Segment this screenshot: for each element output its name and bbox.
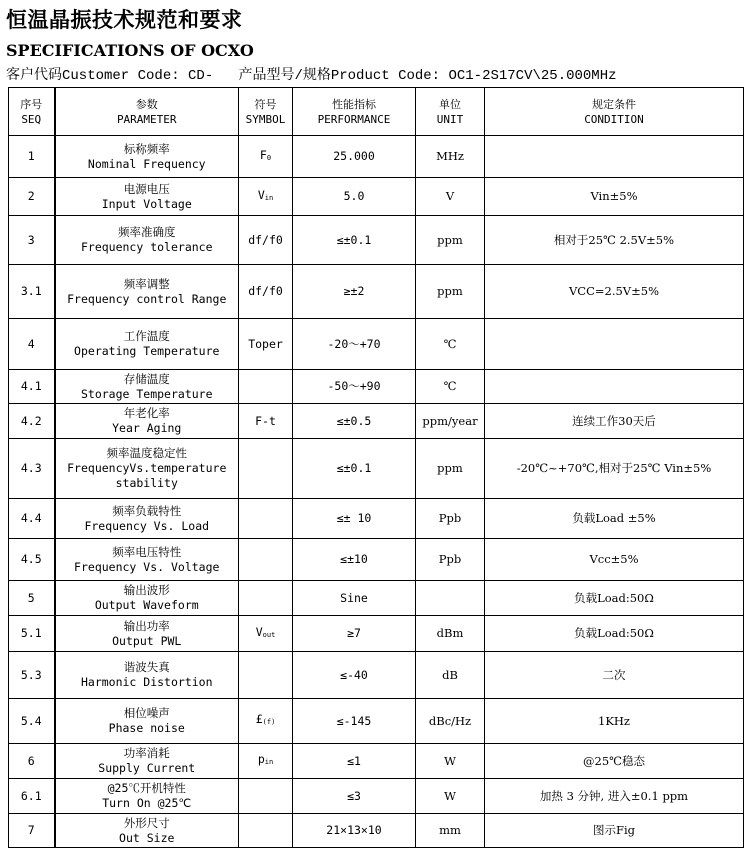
cell-parameter (55, 265, 239, 319)
cell-seq: 6 (9, 744, 55, 779)
spec-table (8, 87, 744, 848)
code-line (6, 64, 617, 84)
document-title-en: SPECIFICATIONS OF OCXO (6, 41, 254, 60)
parameter-en: Frequency control Range (67, 291, 227, 306)
cell-performance: -20～+70 (293, 319, 416, 370)
parameter-en: Input Voltage (101, 196, 192, 211)
header-performance: 性能指标 PERFORMANCE (293, 88, 416, 136)
parameter-en: Supply Current (98, 761, 196, 775)
parameter-en: FrequencyVs.temperature stability (67, 461, 227, 490)
cell-symbol (239, 404, 293, 439)
cell-unit: Ppb (416, 499, 485, 539)
symbol-main: F-t (255, 413, 276, 428)
cell-parameter (55, 370, 239, 404)
cell-parameter (55, 581, 239, 616)
cell-symbol (239, 178, 293, 216)
symbol-subscript: out (262, 630, 276, 639)
table-row (9, 178, 744, 216)
cell-parameter (55, 779, 239, 814)
table-row (9, 652, 744, 699)
symbol-subscript: (f) (262, 718, 276, 726)
cell-parameter (55, 319, 239, 370)
cell-performance: ≤±0.1 (293, 216, 416, 265)
symbol-main: F (259, 147, 267, 162)
cell-condition: 负载Load:50Ω (485, 616, 744, 652)
cell-symbol (239, 814, 293, 848)
cell-condition: 加热 3 分钟, 进入±0.1 ppm (485, 779, 744, 814)
table-row (9, 136, 744, 178)
symbol-main: V (255, 624, 263, 639)
parameter-cn: 功率消耗 (123, 746, 170, 760)
customer-code: 客户代码Customer Code: CD- (6, 68, 214, 84)
parameter-en: Harmonic Distortion (80, 675, 213, 689)
parameter-en: Output PWL (112, 633, 182, 648)
parameter-cn: 频率负载特性 (112, 503, 182, 518)
cell-parameter (55, 178, 239, 216)
header-parameter: 参数 PARAMETER (55, 88, 239, 136)
cell-condition: 负载Load:50Ω (485, 581, 744, 616)
cell-unit: V (416, 178, 485, 216)
cell-parameter (55, 439, 239, 499)
cell-performance: ≤± 10 (293, 499, 416, 539)
parameter-cn: @25℃开机特性 (107, 781, 186, 795)
cell-performance: ≤3 (293, 779, 416, 814)
cell-seq: 6.1 (9, 779, 55, 814)
cell-unit: ℃ (416, 319, 485, 370)
cell-parameter (55, 616, 239, 652)
symbol-subscript: in (264, 193, 274, 202)
cell-unit: dBc/Hz (416, 699, 485, 744)
parameter-en: Frequency Vs. Voltage (74, 559, 220, 574)
cell-condition: 1KHz (485, 699, 744, 744)
table-row (9, 616, 744, 652)
cell-symbol (239, 779, 293, 814)
table-header-row (9, 88, 744, 136)
cell-performance: ≤±0.1 (293, 439, 416, 499)
cell-unit: ppm (416, 216, 485, 265)
cell-symbol (239, 319, 293, 370)
cell-seq: 5 (9, 581, 55, 616)
parameter-cn: 谐波失真 (123, 660, 170, 674)
parameter-cn: 频率准确度 (118, 225, 176, 239)
cell-seq: 4 (9, 319, 55, 370)
cell-parameter (55, 499, 239, 539)
cell-parameter (55, 539, 239, 581)
cell-performance: 25.000 (293, 136, 416, 178)
cell-condition: 二次 (485, 652, 744, 699)
cell-condition: 连续工作30天后 (485, 404, 744, 439)
cell-unit: dBm (416, 616, 485, 652)
cell-performance: 21×13×10 (293, 814, 416, 848)
cell-symbol (239, 439, 293, 499)
table-row (9, 744, 744, 779)
cell-unit: W (416, 744, 485, 779)
header-symbol: 符号 SYMBOL (239, 88, 293, 136)
parameter-cn: 频率电压特性 (112, 544, 182, 559)
cell-parameter (55, 744, 239, 779)
parameter-en: Output Waveform (94, 598, 199, 612)
cell-unit: ppm (416, 265, 485, 319)
cell-seq: 7 (9, 814, 55, 848)
parameter-en: Nominal Frequency (87, 156, 206, 171)
cell-performance: ≤1 (293, 744, 416, 779)
table-row (9, 699, 744, 744)
parameter-en: Year Aging (112, 421, 182, 435)
cell-symbol (239, 616, 293, 652)
cell-condition: 相对于25℃ 2.5V±5% (485, 216, 744, 265)
symbol-main: p (257, 752, 265, 766)
product-code: 产品型号/规格Product Code: OC1-2S17CV\25.000MHz (238, 68, 617, 84)
cell-symbol (239, 499, 293, 539)
cell-seq: 5.1 (9, 616, 55, 652)
cell-parameter (55, 652, 239, 699)
parameter-cn: 输出功率 (123, 618, 170, 633)
cell-condition (485, 136, 744, 178)
cell-parameter (55, 216, 239, 265)
table-row (9, 439, 744, 499)
cell-symbol (239, 652, 293, 699)
cell-performance: ≤±0.5 (293, 404, 416, 439)
cell-condition (485, 370, 744, 404)
cell-condition: 图示Fig (485, 814, 744, 848)
parameter-cn: 频率调整 (123, 276, 170, 291)
parameter-en: Operating Temperature (74, 344, 220, 358)
cell-symbol (239, 581, 293, 616)
parameter-cn: 输出波形 (123, 583, 170, 597)
parameter-en: Frequency tolerance (80, 240, 213, 254)
cell-unit: dB (416, 652, 485, 699)
cell-seq: 2 (9, 178, 55, 216)
cell-seq: 4.5 (9, 539, 55, 581)
symbol-main: df/f0 (248, 284, 283, 298)
cell-unit: ppm (416, 439, 485, 499)
parameter-cn: 年老化率 (123, 406, 170, 420)
cell-seq: 5.4 (9, 699, 55, 744)
cell-symbol (239, 216, 293, 265)
symbol-subscript: 0 (266, 153, 272, 162)
table-row (9, 539, 744, 581)
cell-unit: mm (416, 814, 485, 848)
parameter-en: Storage Temperature (80, 386, 213, 401)
table-row (9, 370, 744, 404)
table-row (9, 319, 744, 370)
cell-seq: 4.2 (9, 404, 55, 439)
table-row (9, 404, 744, 439)
cell-performance: ≥±2 (293, 265, 416, 319)
table-row (9, 265, 744, 319)
header-condition: 规定条件 CONDITION (485, 88, 744, 136)
parameter-cn: 相位噪声 (123, 706, 170, 720)
symbol-main: £ (255, 712, 263, 726)
parameter-en: Turn On @25℃ (102, 796, 192, 810)
cell-seq: 5.3 (9, 652, 55, 699)
parameter-en: Phase noise (108, 721, 185, 735)
cell-parameter (55, 814, 239, 848)
cell-condition: VCC=2.5V±5% (485, 265, 744, 319)
cell-condition (485, 319, 744, 370)
cell-condition: -20℃~+70℃,相对于25℃ Vin±5% (485, 439, 744, 499)
cell-symbol (239, 744, 293, 779)
cell-symbol (239, 370, 293, 404)
cell-performance: Sine (293, 581, 416, 616)
symbol-main: df/f0 (248, 232, 283, 247)
cell-unit: ℃ (416, 370, 485, 404)
cell-unit: Ppb (416, 539, 485, 581)
table-row (9, 814, 744, 848)
parameter-cn: 频率温度稳定性 (106, 446, 187, 460)
cell-condition: Vin±5% (485, 178, 744, 216)
cell-seq: 3 (9, 216, 55, 265)
cell-condition: Vcc±5% (485, 539, 744, 581)
cell-performance: ≤-40 (293, 652, 416, 699)
cell-unit: ppm/year (416, 404, 485, 439)
cell-parameter (55, 699, 239, 744)
table-row (9, 216, 744, 265)
cell-symbol (239, 539, 293, 581)
cell-seq: 4.4 (9, 499, 55, 539)
cell-performance: ≤±10 (293, 539, 416, 581)
header-seq: 序号 SEQ (9, 88, 55, 136)
parameter-cn: 外形尺寸 (123, 815, 170, 830)
cell-parameter (55, 136, 239, 178)
cell-performance: ≥7 (293, 616, 416, 652)
table-row (9, 499, 744, 539)
parameter-cn: 工作温度 (123, 329, 170, 343)
parameter-en: Out Size (119, 830, 175, 845)
cell-parameter (55, 404, 239, 439)
cell-condition: @25℃稳态 (485, 744, 744, 779)
parameter-cn: 存储温度 (123, 371, 170, 386)
symbol-main: V (257, 187, 265, 202)
cell-symbol (239, 265, 293, 319)
symbol-subscript: in (264, 758, 274, 766)
cell-unit (416, 581, 485, 616)
table-row (9, 779, 744, 814)
parameter-en: Frequency Vs. Load (84, 518, 210, 533)
document-title-cn: 恒温晶振技术规范和要求 (6, 8, 243, 32)
cell-symbol (239, 136, 293, 178)
cell-unit: MHz (416, 136, 485, 178)
parameter-cn: 电源电压 (123, 181, 170, 196)
table-row (9, 581, 744, 616)
cell-performance: ≤-145 (293, 699, 416, 744)
cell-seq: 4.3 (9, 439, 55, 499)
cell-condition: 负载Load ±5% (485, 499, 744, 539)
cell-seq: 1 (9, 136, 55, 178)
cell-performance: -50～+90 (293, 370, 416, 404)
symbol-main: Toper (248, 336, 283, 351)
cell-seq: 3.1 (9, 265, 55, 319)
cell-symbol (239, 699, 293, 744)
parameter-cn: 标称频率 (123, 141, 170, 156)
cell-seq: 4.1 (9, 370, 55, 404)
header-unit: 单位 UNIT (416, 88, 485, 136)
cell-performance: 5.0 (293, 178, 416, 216)
cell-unit: W (416, 779, 485, 814)
